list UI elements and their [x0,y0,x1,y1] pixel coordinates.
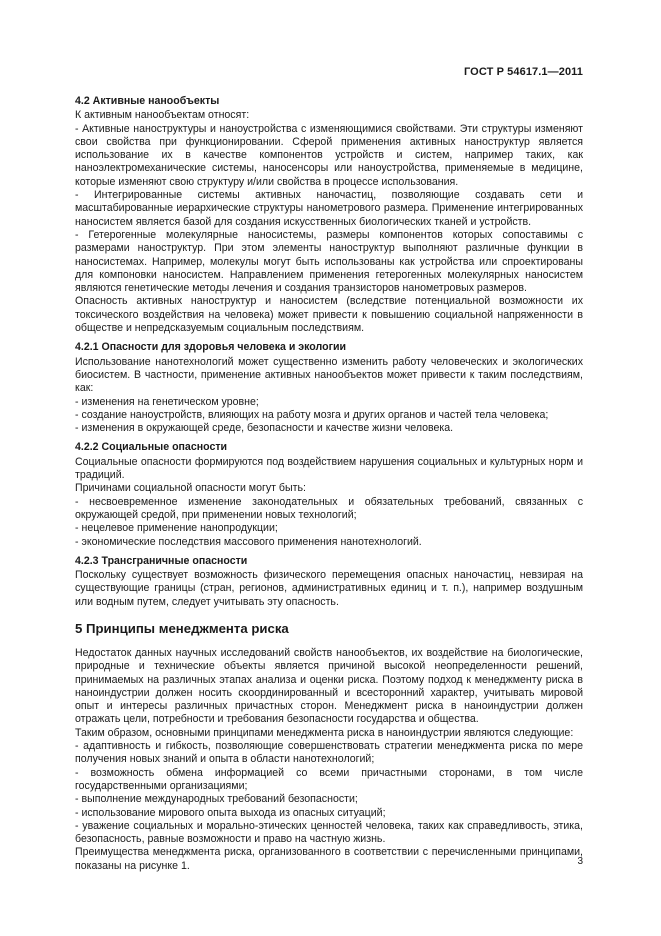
paragraph: Причинами социальной опасности могут быть: [75,482,306,495]
paragraph: Таким образом, основными принципами менеджмента риска в наноиндустрии являются следующие: [75,726,574,739]
list-item: - изменения в окружающей среде, безопасности и качестве жизни человека. [75,422,454,435]
paragraph: - Гетерогенные молекулярные наносистемы, размеры компонентов которых сопоставимы с размерами наноструктур. При этом элементы наноструктур выполняют различные функции в наносистемах. Например, молекулы могут быть использованы как устройства или спроектированы для компоновки наносистем. Направлением применения гетерогенных молекулярных наносистем являются генетические методы лечения и создания транзисторов нанометровых размеров. [75,228,583,295]
list-item: - нецелевое применение нанопродукции; [75,522,278,535]
list-item: - уважение социальных и морально-этических ценностей человека, таких как справедливость, этика, безопасность, равные возможности и право на частную жизнь. [75,819,583,846]
page-number: 3 [577,856,583,867]
paragraph: Недостаток данных научных исследований свойств нанообъектов, их воздействие на биологические, природные и технические объекты является причиной высокой неопределенности решений, принимаемых на различных этапах анализа и оценки риска. Поэтому подход к менеджменту риска в наноиндустрии должен носить скоординированный и всесторонний характер, учитывать мировой опыт и интересы различных причастных сторон. Менеджмент риска в наноиндустрии должен отражать цели, потребности и требования безопасности государства и общества. [75,646,583,726]
paragraph: Опасность активных наноструктур и наносистем (вследствие потенциальной возможности их токсического воздействия на человека) может привести к повышению социальной напряженности в обществе и непредсказуемым социальным последствиям. [75,295,583,335]
paragraph: Социальные опасности формируются под воздействием нарушения социальных и культурных норм и традиций. [75,455,583,482]
paragraph: - Интегрированные системы активных наночастиц, позволяющие создавать сети и масштабированные иерархические структуры нанометрового размера. Применение интегрированных наносистем является базой для создания искусственных биологических тканей и устройств. [75,189,583,228]
list-item: - создание наноустройств, влияющих на работу мозга и других органов и частей тела человека; [75,408,549,421]
section-heading-4-2-3: 4.2.3 Трансграничные опасности [75,554,248,567]
list-item: - адаптивность и гибкость, позволяющие совершенствовать стратегии менеджмента риска по мере получения новых знаний и опыта в области нанотехнологий; [75,740,583,766]
section-heading-4-2-1: 4.2.1 Опасности для здоровья человека и экологии [75,341,347,354]
paragraph: Преимущества менеджмента риска, организованного в соответствии с перечисленными принципами, показаны на рисунке 1. [75,846,583,872]
paragraph: - Активные наноструктуры и наноустройства с изменяющимися свойствами. Эти структуры изменяют свои свойства при функционировании. Сферой применения активных наноструктур является использование их в качестве компонентов устройств и систем, например таких, как наноэлектромеханические системы, наносенсоры или наноустройства, применяемые в медицине, которые изменяют свою структуру и/или свойства в процессе использования. [75,122,583,188]
section-heading-4-2-2: 4.2.2 Социальные опасности [75,441,228,454]
paragraph-text: К активным нанообъектам относят: [75,109,250,122]
list-item: - возможность обмена информацией со всеми причастными сторонами, в том числе государственными организациями; [75,766,583,792]
list-item: - выполнение международных требований безопасности; [75,793,358,806]
paragraph: Поскольку существует возможность физического перемещения опасных наночастиц, невзирая на существующие границы (стран, регионов, административных единиц и т. п.), например воздушным или водным путем, следует учитывать эту опасность. [75,569,583,608]
section-heading-5: 5 Принципы менеджмента риска [75,620,289,636]
page-content [75,95,583,873]
section-heading-4-2: 4.2 Активные нанообъекты [75,95,220,107]
list-item: - изменения на генетическом уровне; [75,395,259,408]
document-code: ГОСТ Р 54617.1—2011 [463,66,583,78]
paragraph [75,109,583,122]
list-item: - несвоевременное изменение законодательных и обязательных требований, связанных с окружающей средой, при применении новых технологий; [75,495,583,521]
list-item: - использование мирового опыта выхода из опасных ситуаций; [75,806,386,819]
paragraph: Использование нанотехнологий может существенно изменить работу человеческих и экологических биосистем. В частности, применение активных нанообъектов может привести к таким последствиям, как: [75,355,583,395]
list-item: - экономические последствия массового применения нанотехнологий. [75,535,422,548]
